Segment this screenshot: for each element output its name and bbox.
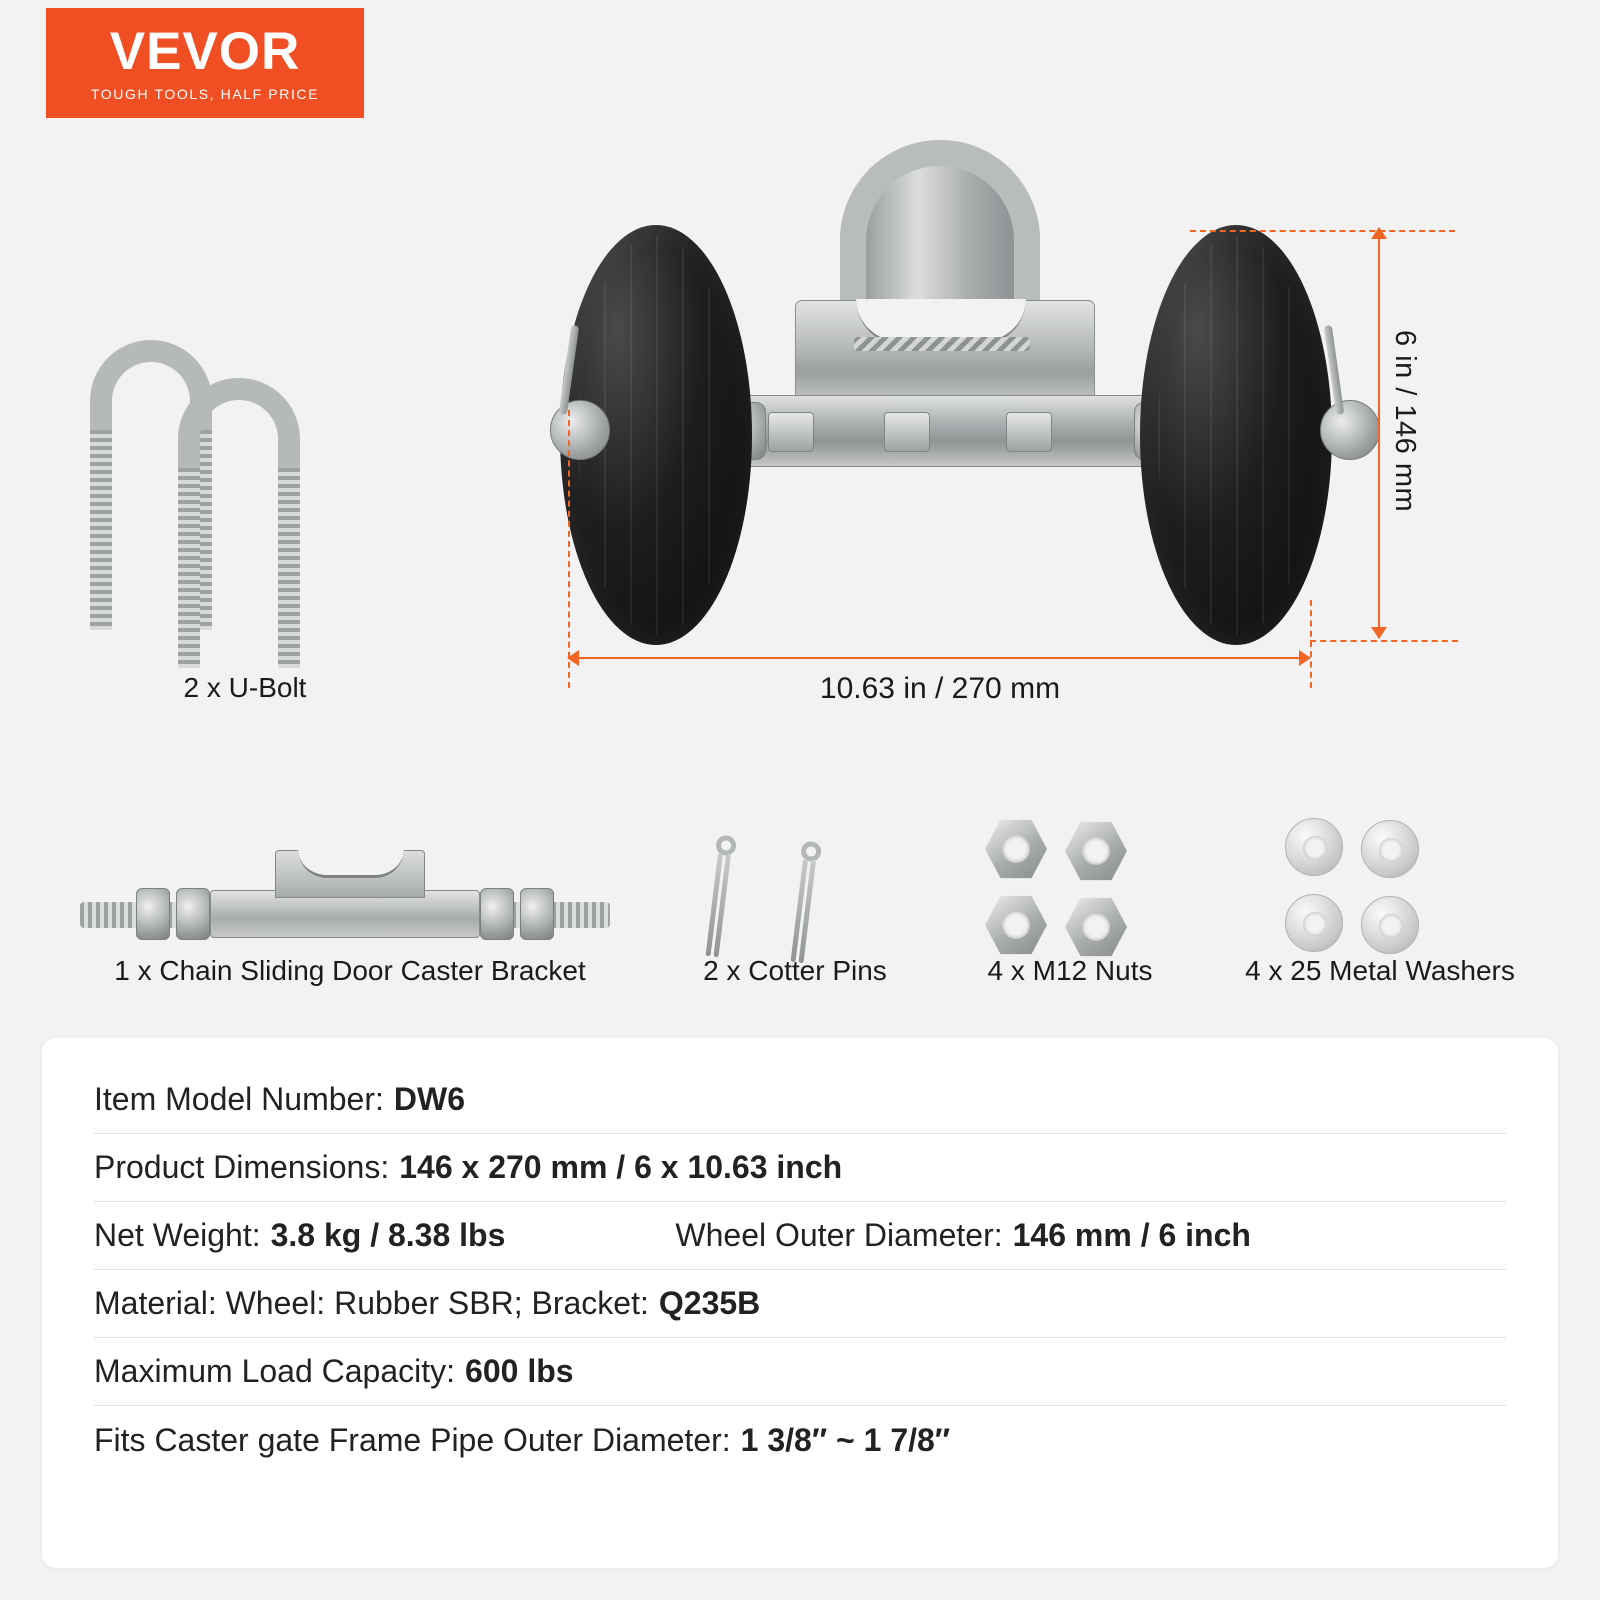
caption-bracket: 1 x Chain Sliding Door Caster Bracket	[114, 955, 586, 986]
brand-logo	[46, 8, 364, 118]
spec-row	[94, 1066, 1506, 1134]
spec-row	[94, 1134, 1506, 1202]
spec-row	[94, 1338, 1506, 1406]
assembly-axle-bolt	[1006, 412, 1052, 452]
caption-metal-washers: 4 x 25 Metal Washers	[1245, 955, 1515, 986]
assembly-axle-bolt	[884, 412, 930, 452]
brand-name: VEVOR	[109, 21, 301, 81]
part-cotter-pins	[690, 835, 900, 965]
metal-washer	[1361, 896, 1419, 954]
spec-row	[94, 1202, 1506, 1270]
spec-label: Material: Wheel: Rubber SBR; Bracket:	[94, 1285, 649, 1321]
spec-label: Net Weight:	[94, 1217, 261, 1253]
metal-washer	[1285, 818, 1343, 876]
guide-line-left	[568, 410, 570, 688]
u-bolt-leg	[90, 430, 112, 630]
bracket-nut	[480, 888, 514, 940]
hex-nut	[985, 894, 1047, 956]
spec-value: 146 x 270 mm / 6 x 10.63 inch	[399, 1149, 843, 1185]
spec-value: 600 lbs	[465, 1353, 574, 1389]
hex-nut	[985, 818, 1047, 880]
hex-nut	[1065, 820, 1127, 882]
assembly-u-bolt-loop	[840, 140, 1040, 315]
spec-label-secondary: Wheel Outer Diameter:	[675, 1217, 1003, 1253]
assembly-hub-right	[1320, 400, 1380, 460]
dimension-label-horizontal: 10.63 in / 270 mm	[819, 672, 1061, 705]
metal-washer	[1285, 894, 1343, 952]
spec-row	[94, 1406, 1506, 1474]
spec-value: Q235B	[658, 1285, 761, 1321]
dimension-line-vertical	[1378, 228, 1380, 638]
part-chain-sliding-door-caster-bracket	[80, 850, 610, 970]
guide-line-top	[1190, 230, 1455, 232]
guide-line-bottom	[1310, 640, 1458, 642]
spec-value: DW6	[393, 1081, 465, 1117]
assembly-clamp-block	[795, 300, 1095, 405]
part-m12-nuts	[985, 818, 1145, 968]
spec-value: 3.8 kg / 8.38 lbs	[270, 1217, 506, 1253]
bracket-nut	[520, 888, 554, 940]
caption-u-bolts: 2 x U-Bolt	[183, 672, 307, 703]
caption-cotter-pins: 2 x Cotter Pins	[703, 955, 887, 986]
assembly-clamp-teeth	[854, 337, 1030, 351]
spec-value: 1 3/8″ ~ 1 7/8″	[740, 1421, 951, 1458]
spec-label: Item Model Number:	[94, 1081, 384, 1117]
assembly-axle-bolt	[768, 412, 814, 452]
cotter-pin	[788, 840, 820, 961]
spec-row	[94, 1270, 1506, 1338]
dimension-label-vertical: 6 in / 146 mm	[1389, 330, 1421, 513]
bracket-nut	[176, 888, 210, 940]
spec-label: Fits Caster gate Frame Pipe Outer Diameter:	[94, 1421, 731, 1458]
hex-nut	[1065, 896, 1127, 958]
metal-washer	[1361, 820, 1419, 878]
bracket-saddle	[275, 850, 425, 898]
u-bolt-leg	[178, 468, 200, 668]
bracket-nut	[136, 888, 170, 940]
caption-m12-nuts: 4 x M12 Nuts	[987, 955, 1153, 986]
spec-label: Product Dimensions:	[94, 1149, 390, 1185]
assembly-wheel-right	[1140, 225, 1332, 645]
part-u-bolts	[90, 340, 390, 650]
u-bolt-arc	[178, 378, 300, 474]
u-bolt	[178, 378, 300, 678]
dimension-line-horizontal	[568, 657, 1310, 659]
brand-tagline: TOUGH TOOLS, HALF PRICE	[90, 85, 320, 102]
u-bolt-leg	[278, 468, 300, 668]
cotter-pin	[703, 834, 735, 955]
specification-card	[42, 1038, 1558, 1568]
part-metal-washers	[1285, 818, 1440, 968]
spec-value-secondary: 146 mm / 6 inch	[1012, 1217, 1251, 1253]
product-assembly-illustration	[540, 130, 1370, 670]
spec-label: Maximum Load Capacity:	[94, 1353, 456, 1389]
assembly-axle-bar	[715, 395, 1185, 467]
